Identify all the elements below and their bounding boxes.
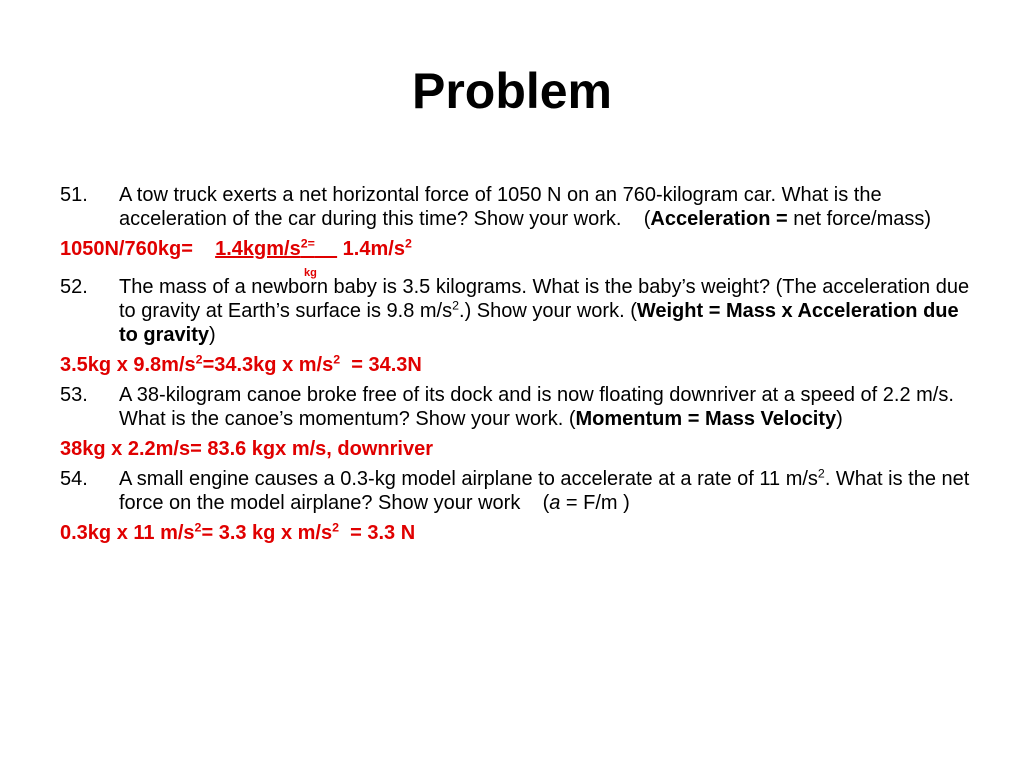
answer-part: = 34.3N — [351, 354, 422, 376]
superscript: 2 — [194, 520, 202, 535]
answer-51 — [60, 236, 970, 279]
superscript: 2 — [452, 298, 460, 313]
superscript: 2 — [817, 466, 825, 481]
answer-part: 38kg x 2.2m/s= 83.6 kgx m/s, downriver — [60, 438, 433, 460]
answer-54 — [60, 521, 970, 545]
problem-number: 52. — [60, 276, 88, 298]
problem-54 — [60, 467, 970, 515]
problem-number: 54. — [60, 468, 88, 490]
problem-text: A 38-kilogram canoe broke free of its dock and is now floating downriver at a speed of 2.2 m/s. What is the canoe’s momentum? Show your work. — [119, 384, 954, 430]
superscript: 2= — [300, 236, 315, 251]
formula-tail: net force/mass) — [793, 208, 932, 230]
problem-51 — [60, 183, 970, 231]
answer-part: 1.4m/s — [342, 238, 405, 260]
problem-text-tail: . What is the net force on the model airplane? Show your work — [119, 468, 970, 514]
paren: ( — [643, 208, 651, 230]
problem-number: 53. — [60, 384, 88, 406]
answer-part: = 3.3 N — [350, 522, 416, 544]
formula-tail: = F/m ) — [565, 492, 630, 514]
problem-text-tail: .) Show your work. — [459, 300, 625, 322]
problem-53 — [60, 383, 970, 431]
problem-number: 51. — [60, 184, 88, 206]
superscript: 2 — [195, 352, 203, 367]
answer-underlined — [215, 238, 337, 260]
paren: ) — [209, 324, 216, 346]
superscript: 2 — [404, 236, 412, 251]
answer-part: = 3.3 kg x m/s — [201, 522, 333, 544]
answer-part: 1.4kgm/s — [215, 238, 301, 260]
answer-part: 0.3kg x 11 m/s — [60, 522, 195, 544]
paren: ( — [568, 408, 576, 430]
formula: Acceleration = — [650, 208, 788, 230]
formula: Momentum = Mass Velocity — [575, 408, 837, 430]
problem-text: The mass of a newborn baby is 3.5 kilograms. What is the baby’s weight? (The acceleration due to gravity at Earth’s surface is 9.8 m/s — [119, 276, 970, 322]
answer-52 — [60, 353, 970, 377]
kg-note: kg — [304, 267, 317, 279]
superscript: 2 — [332, 520, 339, 535]
answer-part: =34.3kg x m/s — [202, 354, 334, 376]
paren: ( — [630, 300, 637, 322]
problem-text: A tow truck exerts a net horizontal force of 1050 N on an 760-kilogram car. What is the acceleration of the car during this time? Show your work. — [119, 184, 882, 230]
formula-variable: a — [549, 492, 561, 514]
superscript: 2 — [333, 352, 341, 367]
problem-text: A small engine causes a 0.3-kg model airplane to accelerate at a rate of 11 m/s — [119, 468, 818, 490]
answer-53 — [60, 437, 970, 461]
paren: ( — [542, 492, 550, 514]
problem-list — [60, 183, 970, 551]
answer-part: 3.5kg x 9.8m/s — [60, 354, 196, 376]
formula: Weight = Mass x Acceleration due to gravity — [119, 300, 959, 346]
paren: ) — [836, 408, 843, 430]
page-title: Problem — [411, 63, 613, 119]
problem-52 — [60, 275, 970, 347]
answer-part: 1050N/760kg= — [60, 238, 193, 260]
